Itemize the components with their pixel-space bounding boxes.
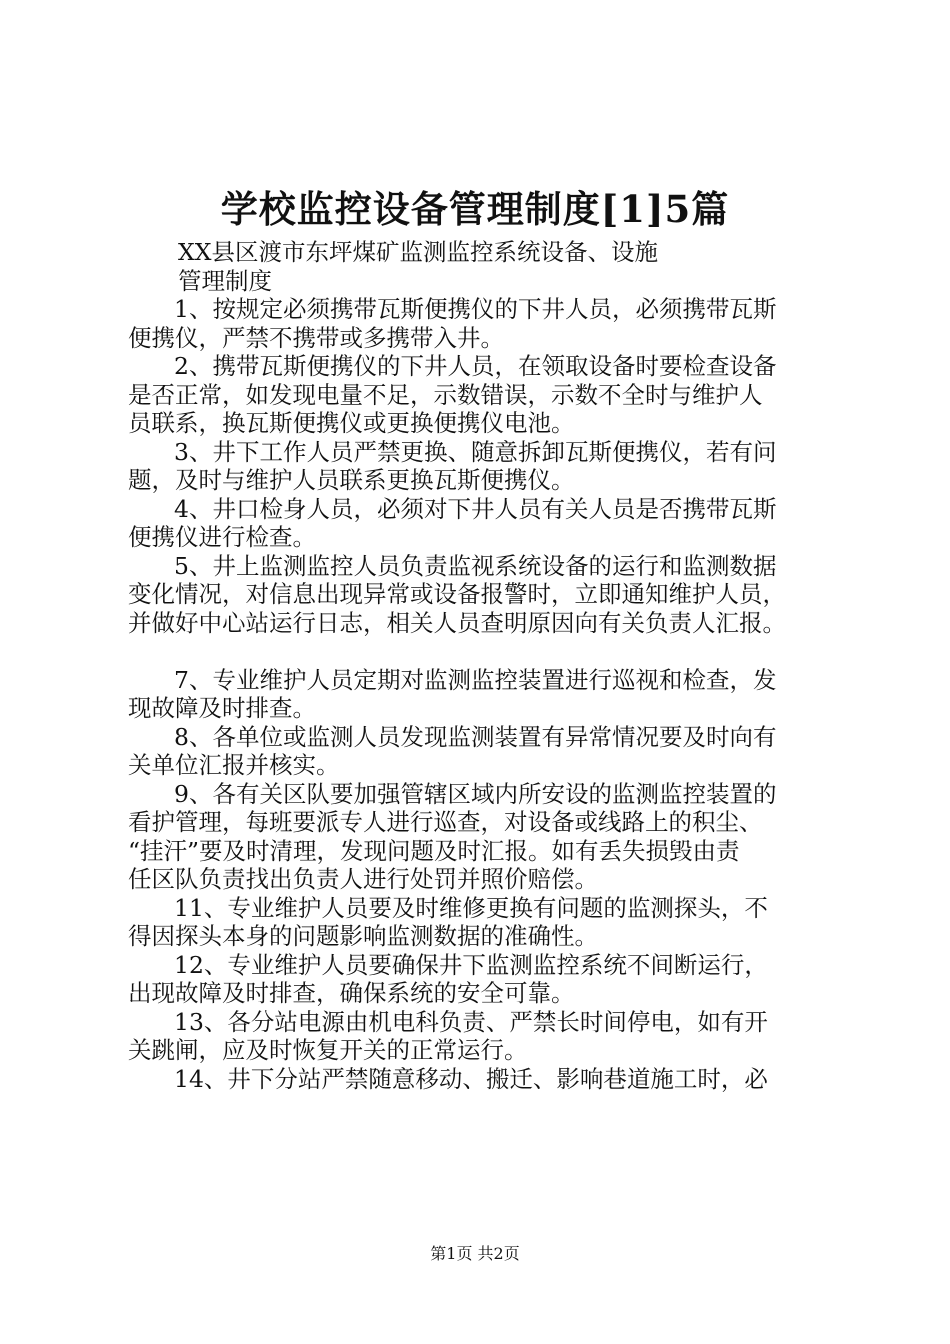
text-line: 并做好中心站运行日志，相关人员查明原因向有关负责人汇报。	[128, 608, 786, 637]
paragraph-5	[128, 552, 840, 638]
paragraph-7	[128, 666, 840, 723]
paragraph-8	[128, 723, 840, 780]
paragraph-11	[128, 894, 840, 951]
text-line: 出现故障及时排查，确保系统的安全可靠。	[128, 979, 575, 1007]
text-line: 看护管理，每班要派专人进行巡查，对设备或线路上的积尘、	[128, 808, 763, 836]
text-line: 便携仪进行检查。	[128, 523, 316, 551]
text-line: 便携仪，严禁不携带或多携带入井。	[128, 323, 504, 352]
paragraph-4	[128, 495, 840, 552]
text-line: 7、专业维护人员定期对监测监控装置进行巡视和检查，发	[174, 665, 777, 694]
text-line: 题，及时与维护人员联系更换瓦斯便携仪。	[128, 466, 575, 494]
text-line: 13、各分站电源由机电科负责、严禁长时间停电，如有开	[174, 1007, 768, 1036]
text-line: 9、各有关区队要加强管辖区域内所安设的监测监控装置的	[174, 779, 777, 808]
paragraph-3	[128, 438, 840, 495]
text-line: 得因探头本身的问题影响监测数据的准确性。	[128, 922, 598, 950]
page-footer: 第1页 共2页	[430, 1244, 520, 1263]
text-line: 2、携带瓦斯便携仪的下井人员，在领取设备时要检查设备	[174, 352, 777, 380]
heading-line: 管理制度	[178, 266, 272, 295]
text-line: 关单位汇报并核实。	[128, 751, 340, 779]
text-line: 14、井下分站严禁随意移动、搬迁、影响巷道施工时，必	[174, 1064, 768, 1093]
document-body	[128, 238, 840, 1093]
paragraph-13	[128, 1008, 840, 1065]
text-line: “挂汗”要及时清理，发现问题及时汇报。如有丢失损毁由责	[128, 836, 740, 865]
text-line: 关跳闸，应及时恢复开关的正常运行。	[128, 1036, 528, 1064]
text-line: 员联系，换瓦斯便携仪或更换便携仪电池。	[128, 409, 575, 437]
paragraph-9	[128, 780, 840, 894]
text-line: 8、各单位或监测人员发现监测装置有异常情况要及时向有	[174, 722, 777, 751]
paragraph-12	[128, 951, 840, 1008]
text-line: 现故障及时排查。	[128, 694, 316, 722]
text-line: 4、井口检身人员，必须对下井人员有关人员是否携带瓦斯	[174, 494, 777, 523]
blank-line	[128, 637, 840, 666]
text-line: 1、按规定必须携带瓦斯便携仪的下井人员，必须携带瓦斯	[174, 295, 777, 323]
paragraph-2	[128, 352, 840, 438]
text-line: 任区队负责找出负责人进行处罚并照价赔偿。	[128, 865, 598, 893]
text-line: 是否正常，如发现电量不足，示数错误，示数不全时与维护人	[128, 380, 763, 409]
heading-line: XX县区渡市东坪煤矿监测监控系统设备、设施	[178, 238, 658, 266]
document-title: 学校监控设备管理制度[1]5篇	[220, 187, 730, 231]
text-line: 3、井下工作人员严禁更换、随意拆卸瓦斯便携仪，若有问	[174, 437, 777, 466]
paragraph-1	[128, 295, 840, 352]
text-line: 变化情况，对信息出现异常或设备报警时，立即通知维护人员，	[128, 580, 786, 608]
text-line: 12、专业维护人员要确保井下监测监控系统不间断运行，	[174, 950, 768, 979]
text-line: 5、井上监测监控人员负责监视系统设备的运行和监测数据	[174, 551, 777, 580]
text-line: 11、专业维护人员要及时维修更换有问题的监测探头，不	[174, 893, 768, 922]
paragraph-14	[128, 1065, 840, 1094]
